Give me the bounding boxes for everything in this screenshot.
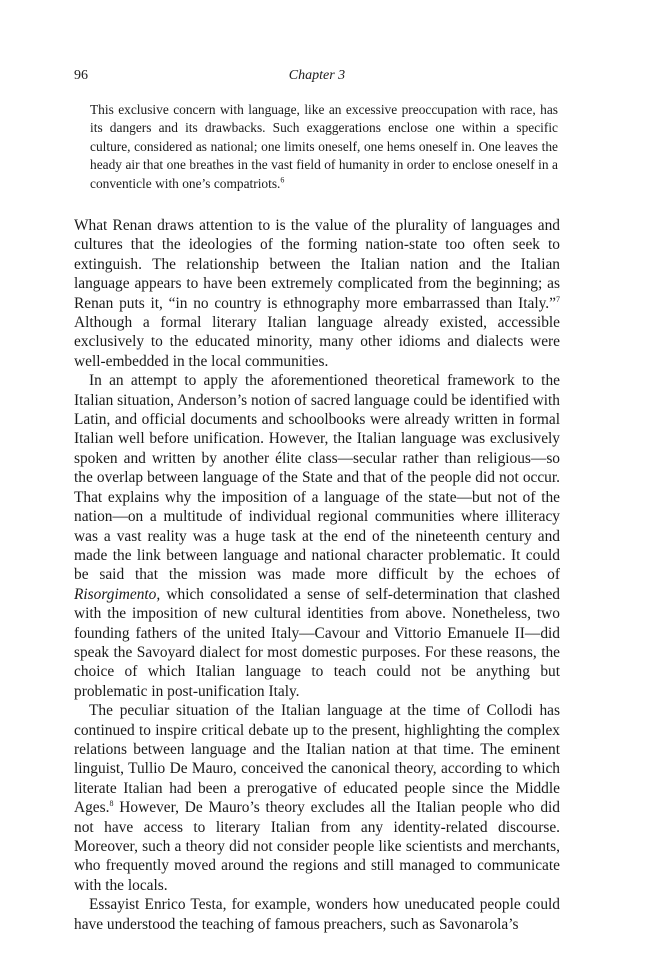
footnote-marker: 7 [556, 294, 560, 304]
paragraph-text: However, De Mauro’s theory excludes all the Italian people who did not have access to literary Italian from any identity-related discourse. Moreover, such a theory did not consider people like scientists and merchants, who frequently moved around the regions and still managed to communicate with the locals. [74, 799, 560, 894]
footnote-marker: 6 [280, 175, 285, 185]
block-quote-text: This exclusive concern with language, like an excessive preoccupation with race, has its dangers and its drawbacks. Such exaggerations enclose one within a specific culture, considered as national; one limits oneself, one hems oneself in. One leaves the heady air that one breathes in the vast field of humanity in order to enclose oneself in a conventicle with one’s compatriots. [90, 102, 558, 191]
paragraph-text: The peculiar situation of the Italian language at the time of Collodi has continued to inspire critical debate up to the present, highlighting the complex relations between language and the Italian nation at that time. The eminent linguist, Tullio De Mauro, conceived the canonical theory, according to which literate Italian had been a prerogative of educated people since the Middle Ages. [74, 702, 560, 817]
body-text [74, 216, 560, 934]
page-number: 96 [74, 68, 88, 83]
paragraph-text: which consolidated a sense of self-determination that clashed with the imposition of new cultural identities from above. Nonetheless, two founding fathers of the united Italy—Cavour and Vittorio Emanuele II—did speak the Savoyard dialect for most domestic purposes. For these reasons, the choice of which Italian language to teach could not be anything but problematic in post-unification Italy. [74, 585, 560, 700]
paragraph [74, 216, 560, 371]
paragraph-text: In an attempt to apply the aforementioned theoretical framework to the Italian situation, Anderson’s notion of sacred language could be identified with Latin, and official documents and schoolbooks were already written in formal Italian well before unification. However, the Italian language was exclusively spoken and written by another élite class—secular rather than religious—so the overlap between language of the State and that of the people did not occur. That explains why the imposition of a language of the state—but not of the nation—on a multitude of individual regional communities where illiteracy was a vast reality was a huge task at the end of the nineteenth century and made the link between language and national character problematic. It could be said that the mission was made more difficult by the echoes of [74, 372, 560, 584]
paragraph-text: Essayist Enrico Testa, for example, wonders how uneducated people could have understood the teaching of famous preachers, such as Savonarola’s [74, 896, 560, 933]
page-header [74, 68, 560, 86]
paragraph [74, 701, 560, 895]
block-quote [90, 101, 558, 193]
footnote-marker: 8 [109, 799, 114, 809]
running-head: Chapter 3 [288, 68, 346, 83]
paragraph [74, 371, 560, 701]
paragraph-text: What Renan draws attention to is the value of the plurality of languages and cultures that the ideologies of the forming nation-state too often seek to extinguish. The relationship between the Italian nation and the Italian language appears to have been extremely complicated from the beginning; as Renan puts it, “in no country is ethnography more embarrassed than Italy.” [74, 217, 560, 312]
paragraph [74, 895, 560, 934]
paragraph-text: Although a formal literary Italian language already existed, accessible exclusively to the educated minority, many other idioms and dialects were well-embedded in the local communities. [74, 314, 560, 370]
italic-term: Risorgimento, [74, 585, 161, 603]
